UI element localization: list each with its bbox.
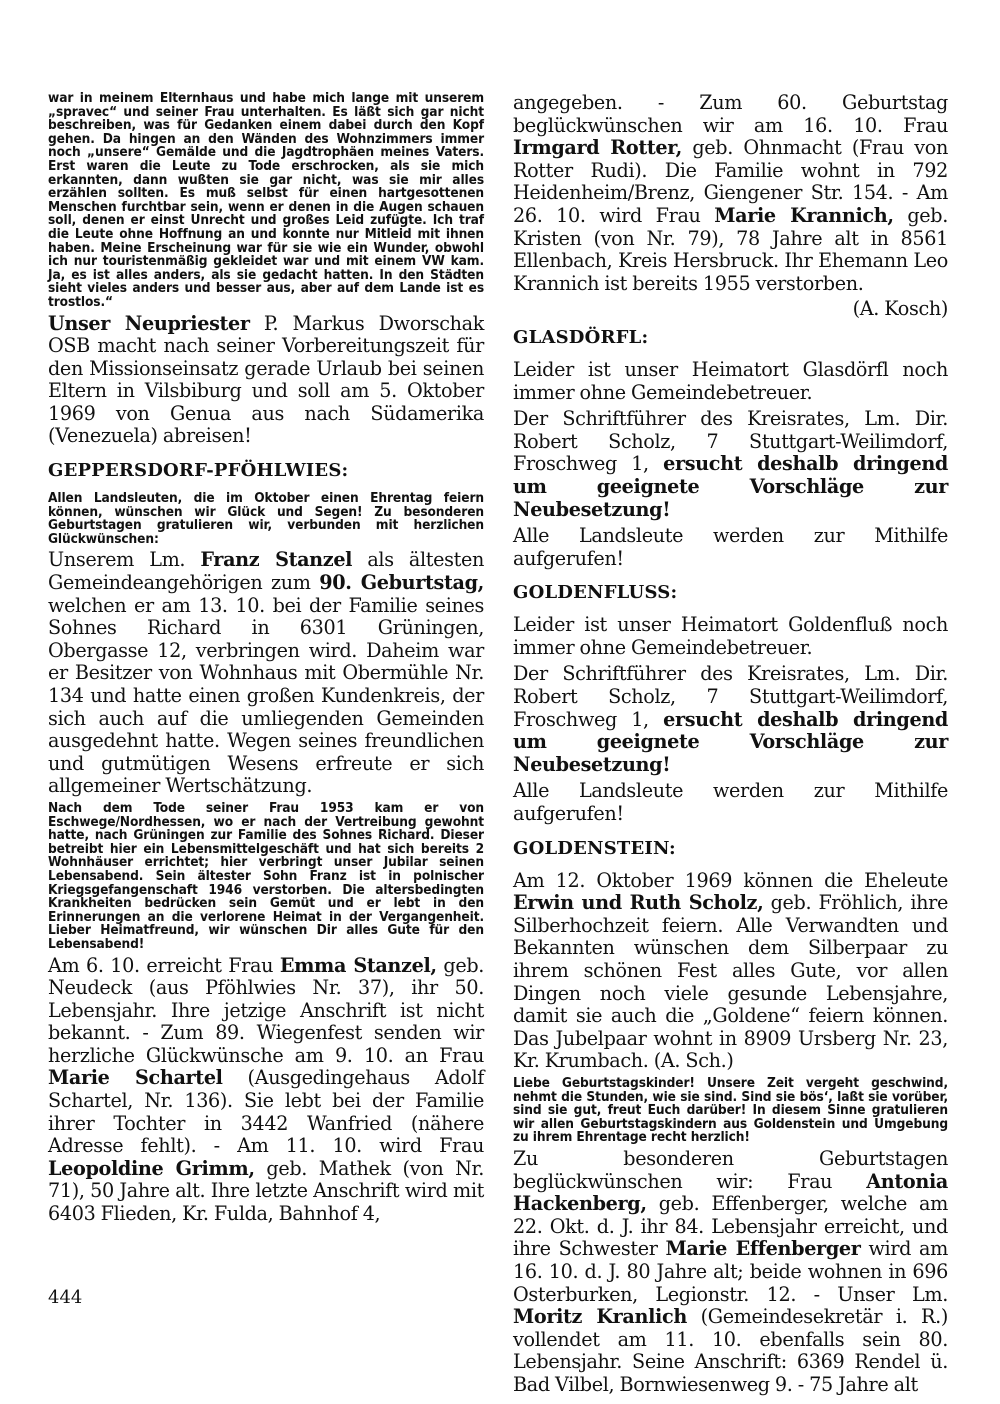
left-column: [48, 92, 484, 1230]
goldenstein-birthdays-paragraph: Zu besonderen Geburtstagen beglückwünschen wir: Frau Antonia Hackenberg, geb. Effenberger, welche am 22. Okt. d. J. ihr 84. Lebensjahr erreicht, und ihre Schwester Marie Effenberger wird am 16. 10. d. J. 80 Jahre alt; beide wohnen in 696 Osterburken, Legionstr. 12. - Unser Lm. Moritz Kranlich (Gemeindesekretär i. R.) vollendet am 11. 10. ebenfalls sein 80. Lebensjahr. Seine Anschrift: 6369 Rendel ü. Bad Vilbel, Bornwiesenweg 9. - 75 Jahre alt: [513, 1146, 948, 1396]
stanzel-history-paragraph: Nach dem Tode seiner Frau 1953 kam er von Eschwege/Nordhessen, wo er nach der Vertreibung gewohnt hatte, nach Grüningen zur Familie des Sohnes Richard. Dieser betreibt hier ein Lebensmittelgeschäft und hat sich bereits 2 Wohnhäuser errichtet; hier verbringt unser Jubilar seinen Lebensabend. Sein ältester Sohn Franz ist in polnischer Kriegsgefangenschaft 1946 verstorben. Die altersbedingten Krankheiten bedrücken sein Gemüt und er lebt in den Erinnerungen an die verlorene Heimat in der Vergangenheit. Lieber Heimatfreund, wir wünschen Dir alles Gute für den Lebensabend!: [48, 799, 484, 952]
section-heading-geppersdorf: GEPPERSDORF-PFÖHLWIES:: [48, 460, 349, 482]
letter-excerpt: war in meinem Elternhaus und habe mich lange mit unserem „spravec“ und seiner Frau unterhalten. Es läßt sich gar nicht beschreiben, was für Gedanken einem dabei durch den Kopf gehen. Da hingen an den Wänden des Wohnzimmers immer noch „unsere“ Gemälde und die Jagdtrophäen meines Vaters. Erst waren die Leute zu Tode erschrocken, als sie mich erkannten, dann wußten sie gar nicht, was sie mir alles erzählen sollten. Es muß selbst für einen hartgesottenen Menschen furchtbar sein, wenn er denen in die Augen schauen soll, denen er einst Unrecht und großes Leid zufügte. Ich traf die Leute ohne Hoffnung an und konnte nur Mitleid mit ihnen haben. Meine Erscheinung war für sie wie ein Wunder, obwohl ich nur touristenmäßig gekleidet war und mit einem VW kam. Ja, es ist alles anders, als sie gedacht hatten. In den Städten sieht vieles anders und besser aus, aber auf dem Lande ist es trostlos.“: [48, 90, 484, 310]
birthdays-paragraph: Am 6. 10. erreicht Frau Emma Stanzel, geb. Neudeck (aus Pföhlwies Nr. 37), ihr 50. Lebensjahr. Ihre jetzige Anschrift ist nicht bekannt. - Zum 89. Wiegenfest senden wir herzliche Glückwünsche am 9. 10. an Frau Marie Schartel (Ausgedingehaus Adolf Schartel, Nr. 136). Sie lebt bei der Familie ihrer Tochter in 3442 Wanfried (nähere Adresse fehlt). - Am 11. 10. wird Frau Leopoldine Grimm, geb. Mathek (von Nr. 71), 50 Jahre alt. Ihre letzte Anschrift wird mit 6403 Flieden, Kr. Fulda, Bahnhof 4,: [48, 953, 485, 1226]
goldenfluss-appeal: Alle Landsleute werden zur Mithilfe aufgerufen!: [513, 779, 948, 826]
glasdoerfl-appeal: Alle Landsleute werden zur Mithilfe aufgerufen!: [513, 524, 948, 570]
page-number: 444: [48, 1287, 83, 1308]
bold-lead: Unser Neupriester: [48, 311, 250, 335]
silver-wedding-paragraph: Am 12. Oktober 1969 können die Eheleute Erwin und Ruth Scholz, geb. Fröhlich, ihre Silberhochzeit feiern. Alle Verwandten und Bekannten wünschen dem Silberpaar zu ihrem schönen Fest alles Gute, vor allen Dingen noch viele gesunde Lebensjahre, damit sie auch die „Goldene“ feiern können. Das Jubelpaar wohnt in 8909 Ursberg Nr. 23, Kr. Krumbach. (A. Sch.): [513, 868, 948, 1073]
goldenfluss-request: Der Schriftführer des Kreisrates, Lm. Dir. Robert Scholz, 7 Stuttgart-Weilimdorf, Froschweg 1, ersucht deshalb dringend um geeignete Vorschläge zur Neubesetzung!: [513, 662, 948, 776]
greeting-paragraph: Allen Landsleuten, die im Oktober einen Ehrentag feiern können, wünschen wir Glück und Segen! Zu besonderen Geburtstagen gratulieren wir, verbunden mit herzlichen Glückwünschen:: [48, 490, 484, 547]
section-heading-glasdoerfl: GLASDÖRFL:: [513, 326, 649, 348]
continued-birthdays-paragraph: angegeben. - Zum 60. Geburtstag beglückwünschen wir am 16. 10. Frau Irmgard Rotter, geb. Ohnmacht (Frau von Rotter Rudi). Die Familie wohnt in 792 Heidenheim/Brenz, Giengener Str. 154. - Am 26. 10. wird Frau Marie Krannich, geb. Kristen (von Nr. 79), 78 Jahre alt in 8561 Ellenbach, Kreis Hersbruck. Ihr Ehemann Leo Krannich ist bereits 1955 verstorben.: [513, 91, 948, 295]
section-heading-goldenfluss: GOLDENFLUSS:: [513, 582, 678, 604]
glasdoerfl-request: Der Schriftführer des Kreisrates, Lm. Dir. Robert Scholz, 7 Stuttgart-Weilimdorf, Froschweg 1, ersucht deshalb dringend um geeignete Vorschläge zur Neubesetzung!: [513, 407, 948, 521]
neupriester-paragraph: Unser Neupriester P. Markus Dworschak OSB macht nach seiner Vorbereitungszeit für den Missionseinsatz gerade Urlaub bei seinen Eltern in Vilsbiburg und soll am 5. Oktober 1969 von Genua aus nach Südamerika (Venezuela) abreisen!: [48, 311, 485, 448]
stanzel-paragraph: Unserem Lm. Franz Stanzel als ältesten Gemeindeangehörigen zum 90. Geburtstag, welchen er am 13. 10. bei der Familie seines Sohnes Richard in 6301 Grüningen, Obergasse 12, verbringen wird. Daheim war er Besitzer von Wohnhaus mit Obermühle Nr. 134 und hatte einen großen Kundenkreis, der sich auch auf die umliegenden Gemeinden ausgedehnt hatte. Wegen seines freundlichen und gutmütigen Wesens erfreute er sich allgemeiner Wertschätzung.: [48, 548, 484, 798]
glasdoerfl-notice: Leider ist unser Heimatort Glasdörfl noch immer ohne Gemeindebetreuer.: [513, 357, 948, 404]
right-column: [513, 92, 948, 1400]
goldenfluss-notice: Leider ist unser Heimatort Goldenfluß noch immer ohne Gemeindebetreuer.: [513, 613, 948, 659]
author-signature: (A. Kosch): [852, 297, 948, 321]
birthday-poem-paragraph: Liebe Geburtstagskinder! Unsere Zeit vergeht geschwind, nehmt die Stunden, wie sie sind. Sind sie bös‘, laßt sie vorüber, sind sie gut, freut Euch darüber! In diesem Sinne gratulieren wir allen Geburtstagskindern aus Goldenstein und Umgebung zu ihrem Ehrentage recht herzlich!: [513, 1074, 948, 1146]
section-heading-goldenstein: GOLDENSTEIN:: [513, 837, 676, 859]
